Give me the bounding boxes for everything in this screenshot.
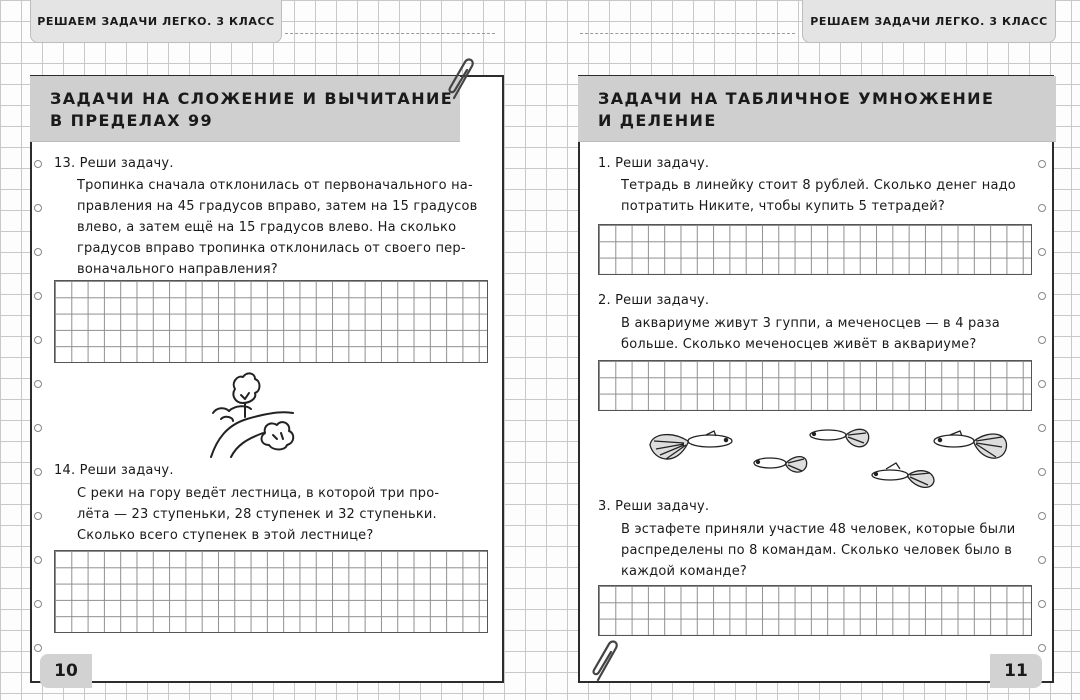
paper-clip-icon: [590, 640, 624, 684]
task-13-heading: 13. Реши задачу.: [54, 156, 174, 171]
running-header-right: РЕШАЕМ ЗАДАЧИ ЛЕГКО. 3 КЛАСС: [802, 0, 1056, 43]
page-number-right: 11: [990, 654, 1042, 688]
left-page: [30, 75, 504, 683]
header-divider-right: [580, 33, 795, 34]
task-14-text: [77, 483, 485, 546]
task-13-line: градусов вправо тропинка отклонилась от своего пер-: [77, 241, 466, 256]
task-2-heading: 2. Реши задачу.: [598, 293, 710, 308]
task-14-line: лёта — 23 ступеньки, 28 ступенек и 32 ступеньки.: [77, 507, 437, 522]
binder-hole: [1038, 160, 1046, 168]
paper-clip-icon: [446, 58, 480, 102]
guppy-fish-icon: [650, 427, 1010, 497]
section-title-line-1: ЗАДАЧИ НА СЛОЖЕНИЕ И ВЫЧИТАНИЕ: [50, 89, 454, 108]
binder-hole: [1038, 204, 1046, 212]
binder-hole: [1038, 248, 1046, 256]
section-title-line-2: И ДЕЛЕНИЕ: [598, 111, 717, 130]
binder-hole: [34, 336, 42, 344]
path-with-trees-icon: [207, 369, 297, 459]
task-1-line: потратить Никите, чтобы купить 5 тетрадей?: [621, 199, 945, 214]
binder-hole: [34, 248, 42, 256]
task-3-line: каждой команде?: [621, 564, 748, 579]
task-13-line: Тропинка сначала отклонилась от первоначального на-: [77, 178, 473, 193]
answer-grid-task-14[interactable]: [54, 550, 488, 633]
task-1-line: Тетрадь в линейку стоит 8 рублей. Сколько денег надо: [621, 178, 1016, 193]
answer-grid-task-13[interactable]: [54, 280, 488, 363]
section-title-line-2: В ПРЕДЕЛАХ 99: [50, 111, 214, 130]
binder-hole: [34, 468, 42, 476]
binder-hole: [34, 424, 42, 432]
task-14-line: С реки на гору ведёт лестница, в которой три про-: [77, 486, 440, 501]
binder-hole: [1038, 292, 1046, 300]
binder-hole: [1038, 336, 1046, 344]
task-2-text: [621, 313, 1031, 355]
task-3-text: [621, 519, 1031, 582]
answer-grid-task-2[interactable]: [598, 360, 1032, 411]
task-13-line: правления на 45 градусов вправо, затем на 15 градусов: [77, 199, 478, 214]
task-3-heading: 3. Реши задачу.: [598, 499, 710, 514]
running-header-left: РЕШАЕМ ЗАДАЧИ ЛЕГКО. 3 КЛАСС: [30, 0, 282, 43]
task-2-line: больше. Сколько меченосцев живёт в аквариуме?: [621, 337, 977, 352]
binder-hole: [34, 600, 42, 608]
binder-hole: [1038, 556, 1046, 564]
task-2-line: В аквариуме живут 3 гуппи, а меченосцев — в 4 раза: [621, 316, 1000, 331]
answer-grid-task-1[interactable]: [598, 224, 1032, 275]
task-3-line: распределены по 8 командам. Сколько человек было в: [621, 543, 1013, 558]
task-13-line: влево, а затем ещё на 15 градусов влево. На сколько: [77, 220, 457, 235]
section-title-right: [578, 76, 1056, 142]
section-title-line-1: ЗАДАЧИ НА ТАБЛИЧНОЕ УМНОЖЕНИЕ: [598, 89, 995, 108]
binder-hole: [1038, 468, 1046, 476]
binder-hole: [1038, 380, 1046, 388]
task-14-heading: 14. Реши задачу.: [54, 463, 174, 478]
binder-hole: [1038, 644, 1046, 652]
binder-hole: [34, 204, 42, 212]
right-page: [578, 75, 1054, 683]
task-3-line: В эстафете приняли участие 48 человек, которые были: [621, 522, 1016, 537]
task-13-line: воначального направления?: [77, 262, 278, 277]
binder-hole: [1038, 424, 1046, 432]
binder-hole: [34, 512, 42, 520]
task-13-text: [77, 175, 485, 280]
task-1-heading: 1. Реши задачу.: [598, 156, 710, 171]
answer-grid-task-3[interactable]: [598, 585, 1032, 636]
task-1-text: [621, 175, 1031, 217]
binder-hole: [34, 380, 42, 388]
page-number-left: 10: [40, 654, 92, 688]
section-title-left: [30, 76, 460, 142]
binder-hole: [34, 644, 42, 652]
task-14-line: Сколько всего ступенек в этой лестнице?: [77, 528, 374, 543]
binder-hole: [1038, 512, 1046, 520]
header-divider-left: [285, 33, 495, 34]
binder-hole: [1038, 600, 1046, 608]
binder-hole: [34, 556, 42, 564]
binder-hole: [34, 160, 42, 168]
binder-hole: [34, 292, 42, 300]
